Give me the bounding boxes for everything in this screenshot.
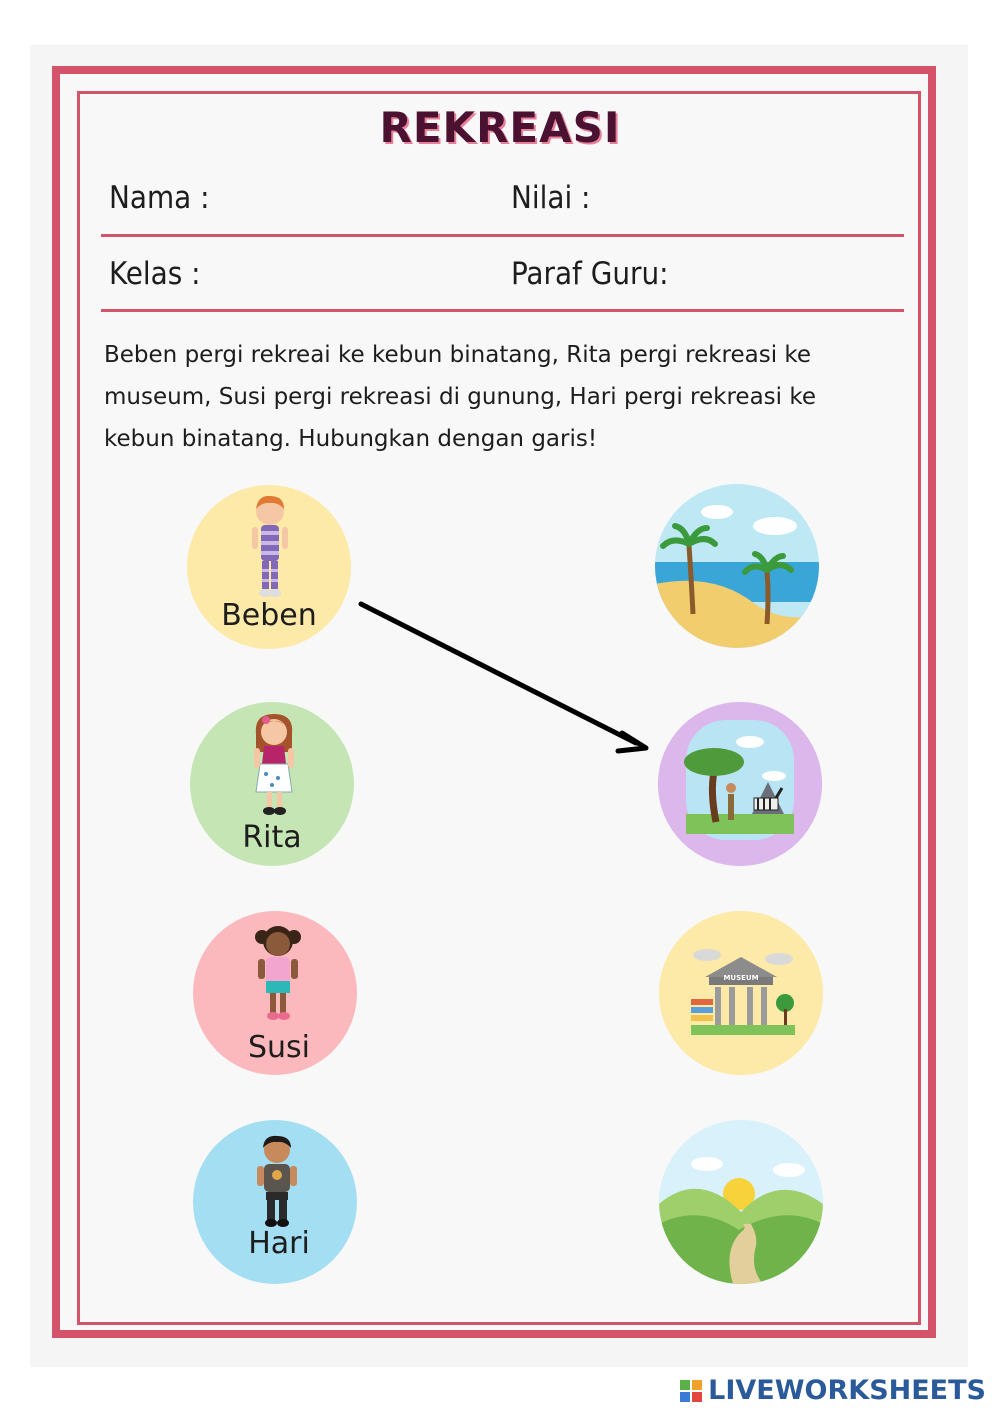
child-name-label: Rita [242,820,302,855]
instruction-line: museum, Susi pergi rekreasi di gunung, Hari pergi rekreasi ke [104,384,817,410]
child-name-label: Beben [221,598,317,633]
teacher-signature-label: Paraf Guru: [511,256,669,292]
child-name-label: Susi [247,1030,311,1065]
score-label: Nilai : [511,180,591,216]
liveworksheets-logo-icon [680,1380,702,1402]
liveworksheets-logo-text: LIVEWORKSHEETS [708,1375,986,1406]
worksheet-title: REKREASI [379,103,621,152]
liveworksheets-logo [680,1375,986,1406]
child-name-label: Hari [248,1226,310,1261]
museum-sign-text: MUSEUM [723,974,759,982]
class-label: Kelas : [109,256,201,292]
name-label: Nama : [109,180,210,216]
instruction-line: kebun binatang. Hubungkan dengan garis! [104,426,598,452]
instruction-line: Beben pergi rekreai ke kebun binatang, Rita pergi rekreasi ke [104,342,812,368]
